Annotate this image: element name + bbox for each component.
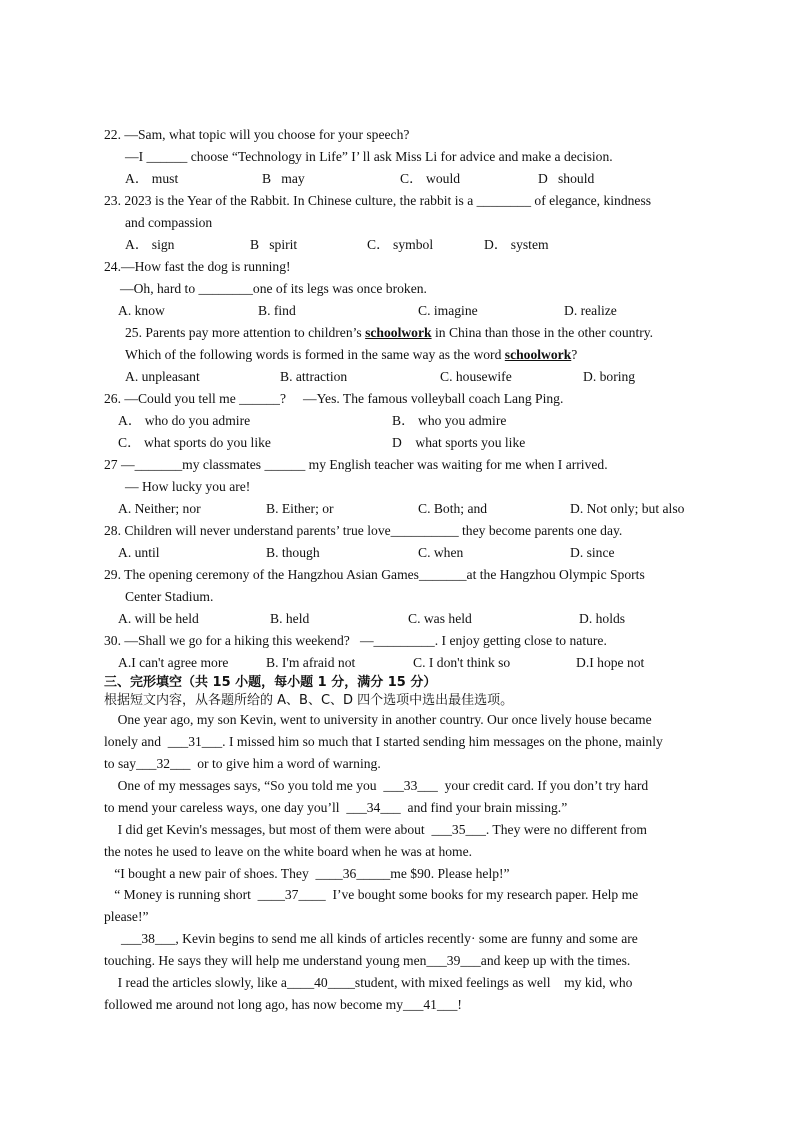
question-26-option-b: B． who you admire — [392, 413, 507, 428]
question-22-stem2: —I ______ choose “Technology in Life” I’ ll ask Miss Li for advice and make a decision. — [125, 149, 613, 164]
question-30-option-b: B. I'm afraid not — [266, 655, 356, 670]
question-27-option-b: B. Either; or — [266, 501, 334, 516]
question-25-stem-post: in China than those in the other country. — [431, 325, 654, 340]
question-29-option-c: C. was held — [408, 611, 472, 626]
question-30-option-c: C. I don't think so — [413, 655, 511, 670]
question-23-option-d: D． system — [484, 237, 549, 252]
question-27-option-d: D. Not only; but also — [570, 501, 685, 516]
question-24-option-b: B. find — [258, 303, 296, 318]
section-3-heading: 三、完形填空（共 15 小题，每小题 1 分，满分 15 分） — [104, 675, 437, 690]
question-30-stem: 30. —Shall we go for a hiking this weekend? —_________. I enjoy getting close to nature. — [104, 633, 607, 648]
question-23-option-a: A． sign — [125, 237, 175, 252]
question-28-stem: 28. Children will never understand parents’ true love__________ they become parents one day. — [104, 523, 623, 538]
passage-line: “I bought a new pair of shoes. They ____36_____me $90. Please help!” — [104, 866, 510, 881]
question-24-option-d: D. realize — [564, 303, 617, 318]
question-25-stem-pre: 25. Parents pay more attention to children’s — [125, 325, 366, 340]
question-27-stem2: — How lucky you are! — [125, 479, 251, 494]
question-22-option-d: D should — [538, 171, 595, 186]
passage-line: I did get Kevin's messages, but most of them were about ___35___. They were no different from — [104, 822, 647, 837]
question-25-keyword: schoolwork — [365, 325, 432, 340]
question-25-option-a: A. unpleasant — [125, 369, 200, 384]
question-25-stem — [125, 324, 653, 342]
question-23-stem2: and compassion — [125, 215, 213, 230]
passage-line: please!” — [104, 909, 149, 924]
passage-line: ___38___, Kevin begins to send me all kinds of articles recently· some are funny and some are — [104, 931, 638, 946]
question-22-stem: 22. —Sam, what topic will you choose for your speech? — [104, 127, 410, 142]
question-29-stem2: Center Stadium. — [125, 589, 214, 604]
question-27-stem: 27 —_______my classmates ______ my English teacher was waiting for me when I arrived. — [104, 457, 608, 472]
question-30-option-a: A.I can't agree more — [118, 655, 229, 670]
question-26-stem: 26. —Could you tell me ______? —Yes. The famous volleyball coach Lang Ping. — [104, 391, 564, 406]
question-25-option-c: C. housewife — [440, 369, 512, 384]
passage-line: to say___32___ or to give him a word of warning. — [104, 756, 381, 771]
question-28-option-c: C. when — [418, 545, 464, 560]
question-28-option-d: D. since — [570, 545, 615, 560]
question-27-option-c: C. Both; and — [418, 501, 488, 516]
passage-line: One year ago, my son Kevin, went to university in another country. Our once lively house became — [104, 712, 652, 727]
section-3-instruction: 根据短文内容，从各题所给的 A、B、C、D 四个选项中选出最佳选项。 — [104, 693, 514, 708]
question-28-option-b: B. though — [266, 545, 320, 560]
question-29-stem: 29. The opening ceremony of the Hangzhou Asian Games_______at the Hangzhou Olympic Sports — [104, 567, 645, 582]
question-25-stem2 — [125, 346, 577, 364]
passage-line: touching. He says they will help me understand young men___39___and keep up with the times. — [104, 953, 631, 968]
question-29-option-a: A. will be held — [118, 611, 199, 626]
passage-line: the notes he used to leave on the white board when he was at home. — [104, 844, 473, 859]
question-24-option-c: C. imagine — [418, 303, 478, 318]
question-29-option-d: D. holds — [579, 611, 626, 626]
passage-line: “ Money is running short ____37____ I’ve bought some books for my research paper. Help me — [104, 887, 639, 902]
question-25-stem2-pre: Which of the following words is formed in the same way as the word — [125, 347, 505, 362]
question-22-option-c: C． would — [400, 171, 461, 186]
question-23-option-b: B spirit — [250, 237, 298, 252]
question-27-option-a: A. Neither; nor — [118, 501, 201, 516]
question-23-option-c: C． symbol — [367, 237, 434, 252]
question-25-option-d: D. boring — [583, 369, 636, 384]
question-24-stem2: —Oh, hard to ________one of its legs was once broken. — [120, 281, 427, 296]
passage-line: One of my messages says, “So you told me you ___33___ your credit card. If you don’t try hard — [104, 778, 649, 793]
question-26-option-a: A． who do you admire — [118, 413, 251, 428]
passage-line: lonely and ___31___. I missed him so much that I started sending him messages on the phone, mainly — [104, 734, 663, 749]
passage-line: to mend your careless ways, one day you’ll ___34___ and find your brain missing.” — [104, 800, 568, 815]
question-24-stem: 24.—How fast the dog is running! — [104, 259, 291, 274]
question-25-keyword-2: schoolwork — [504, 347, 572, 362]
question-29-option-b: B. held — [270, 611, 310, 626]
question-23-stem: 23. 2023 is the Year of the Rabbit. In Chinese culture, the rabbit is a ________ of elegance, kindness — [104, 193, 652, 208]
question-26-option-d: D what sports you like — [392, 435, 526, 450]
passage-line: I read the articles slowly, like a____40____student, with mixed feelings as well my kid, who — [104, 975, 633, 990]
question-22-option-b: B may — [262, 171, 305, 186]
question-28-option-a: A. until — [118, 545, 160, 560]
question-30-option-d: D.I hope not — [576, 655, 645, 670]
question-25-stem2-post: ? — [571, 347, 578, 362]
question-25-option-b: B. attraction — [280, 369, 348, 384]
question-26-option-c: C． what sports do you like — [118, 435, 271, 450]
passage-line: followed me around not long ago, has now become my___41___! — [104, 997, 462, 1012]
question-24-option-a: A. know — [118, 303, 165, 318]
question-22-option-a: A． must — [125, 171, 179, 186]
